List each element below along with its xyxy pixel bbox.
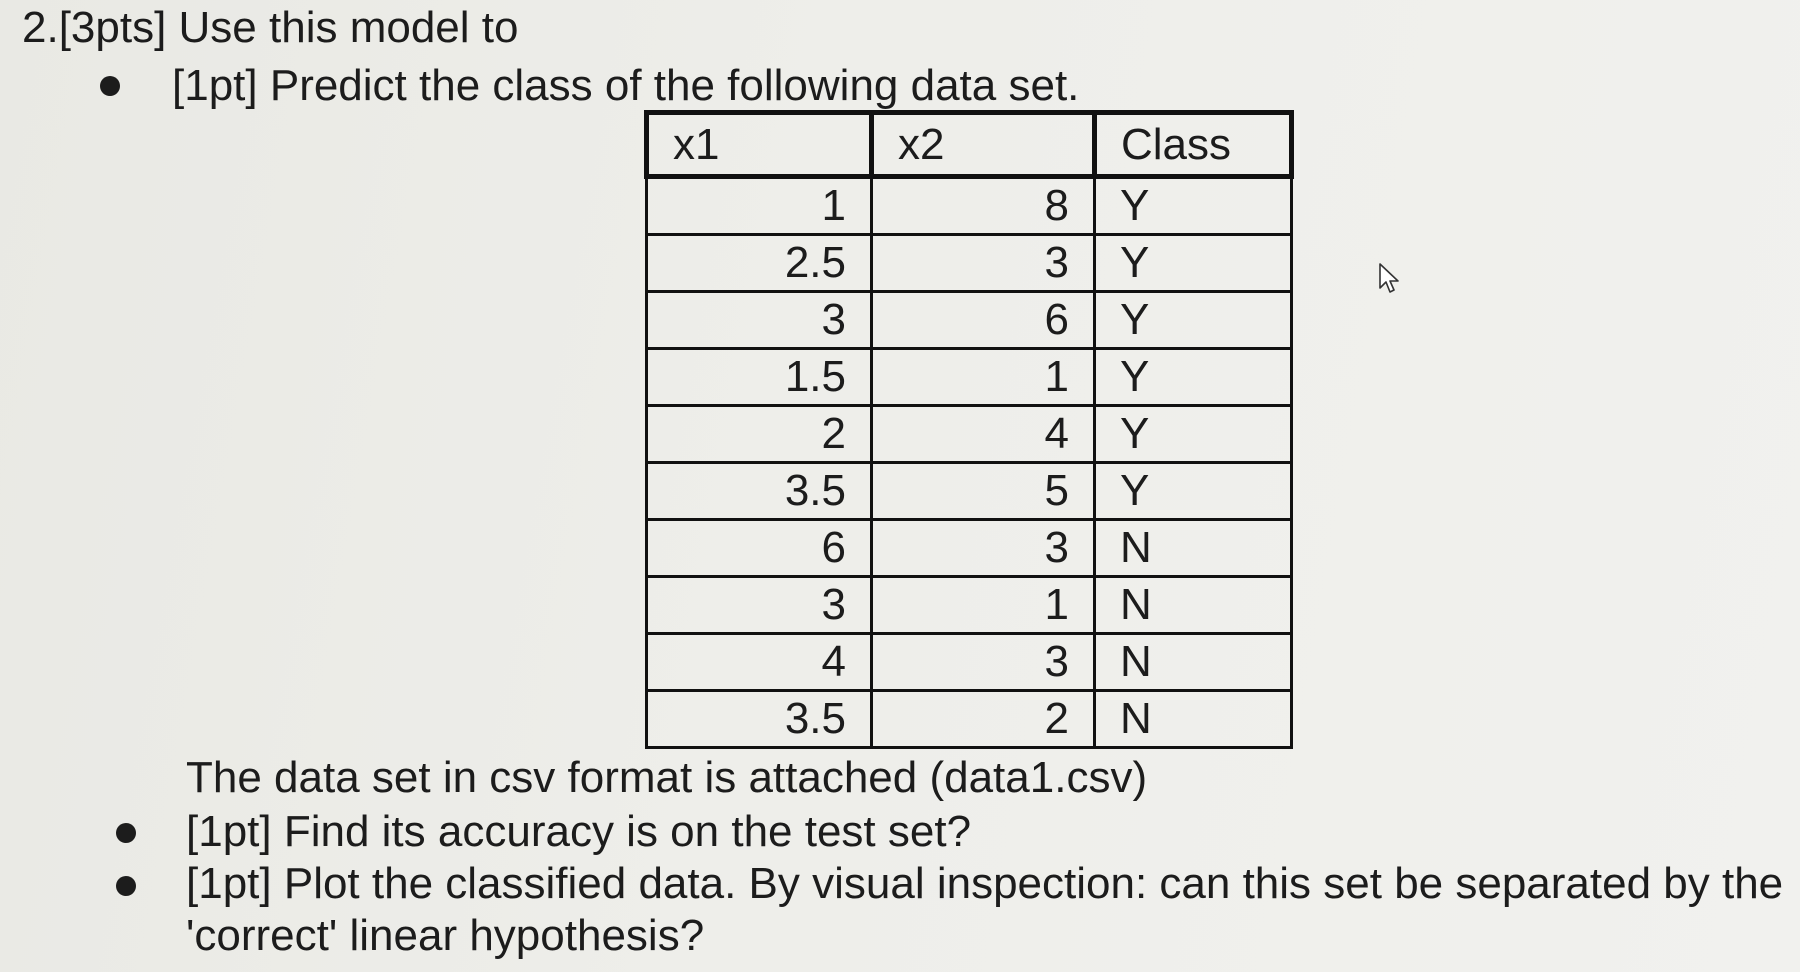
bullet-accuracy: [1pt] Find its accuracy is on the test set?: [186, 807, 972, 856]
cell-class: N: [1095, 520, 1292, 577]
cell-x2: 6: [872, 292, 1095, 349]
bullet-predict: [1pt] Predict the class of the following data set.: [172, 61, 1080, 110]
table-row: [647, 691, 1292, 748]
table-row: [647, 349, 1292, 406]
mouse-pointer-icon: [1378, 262, 1400, 299]
data-table: [644, 110, 1294, 749]
cell-class: Y: [1095, 406, 1292, 463]
cell-x2: 5: [872, 463, 1095, 520]
cell-x1: 3: [647, 577, 872, 634]
table-row: [647, 520, 1292, 577]
csv-note: The data set in csv format is attached (data1.csv): [186, 753, 1148, 802]
bullet-dot-2: [116, 823, 136, 843]
cell-class: N: [1095, 634, 1292, 691]
cell-x1: 3: [647, 292, 872, 349]
table-row: [647, 235, 1292, 292]
cell-x1: 1: [647, 177, 872, 235]
cell-class: Y: [1095, 349, 1292, 406]
header-class: Class: [1095, 113, 1292, 177]
cell-class: Y: [1095, 177, 1292, 235]
table-row: [647, 406, 1292, 463]
cell-x2: 3: [872, 235, 1095, 292]
cell-x2: 2: [872, 691, 1095, 748]
cell-x1: 1.5: [647, 349, 872, 406]
header-x1: x1: [647, 113, 872, 177]
cell-x2: 1: [872, 349, 1095, 406]
table-row: [647, 177, 1292, 235]
cell-x1: 3.5: [647, 691, 872, 748]
cell-x2: 8: [872, 177, 1095, 235]
cell-x2: 3: [872, 634, 1095, 691]
cell-x2: 3: [872, 520, 1095, 577]
header-x2: x2: [872, 113, 1095, 177]
table-row: [647, 463, 1292, 520]
cell-x1: 6: [647, 520, 872, 577]
bullet-dot-1: [100, 76, 120, 96]
bullet-dot-3: [116, 876, 136, 896]
cell-class: N: [1095, 691, 1292, 748]
cell-x2: 1: [872, 577, 1095, 634]
cell-x1: 3.5: [647, 463, 872, 520]
cell-x1: 4: [647, 634, 872, 691]
cell-class: N: [1095, 577, 1292, 634]
cell-class: Y: [1095, 292, 1292, 349]
cell-x1: 2.5: [647, 235, 872, 292]
table-row: [647, 634, 1292, 691]
bullet-plot-continuation: 'correct' linear hypothesis?: [186, 911, 705, 960]
cell-x2: 4: [872, 406, 1095, 463]
table-header-row: [647, 113, 1292, 177]
cell-x1: 2: [647, 406, 872, 463]
bullet-plot: [1pt] Plot the classified data. By visual inspection: can this set be separated by the: [186, 859, 1784, 908]
cell-class: Y: [1095, 463, 1292, 520]
table-row: [647, 577, 1292, 634]
question-heading: 2.[3pts] Use this model to: [22, 3, 519, 52]
cell-class: Y: [1095, 235, 1292, 292]
table-row: [647, 292, 1292, 349]
